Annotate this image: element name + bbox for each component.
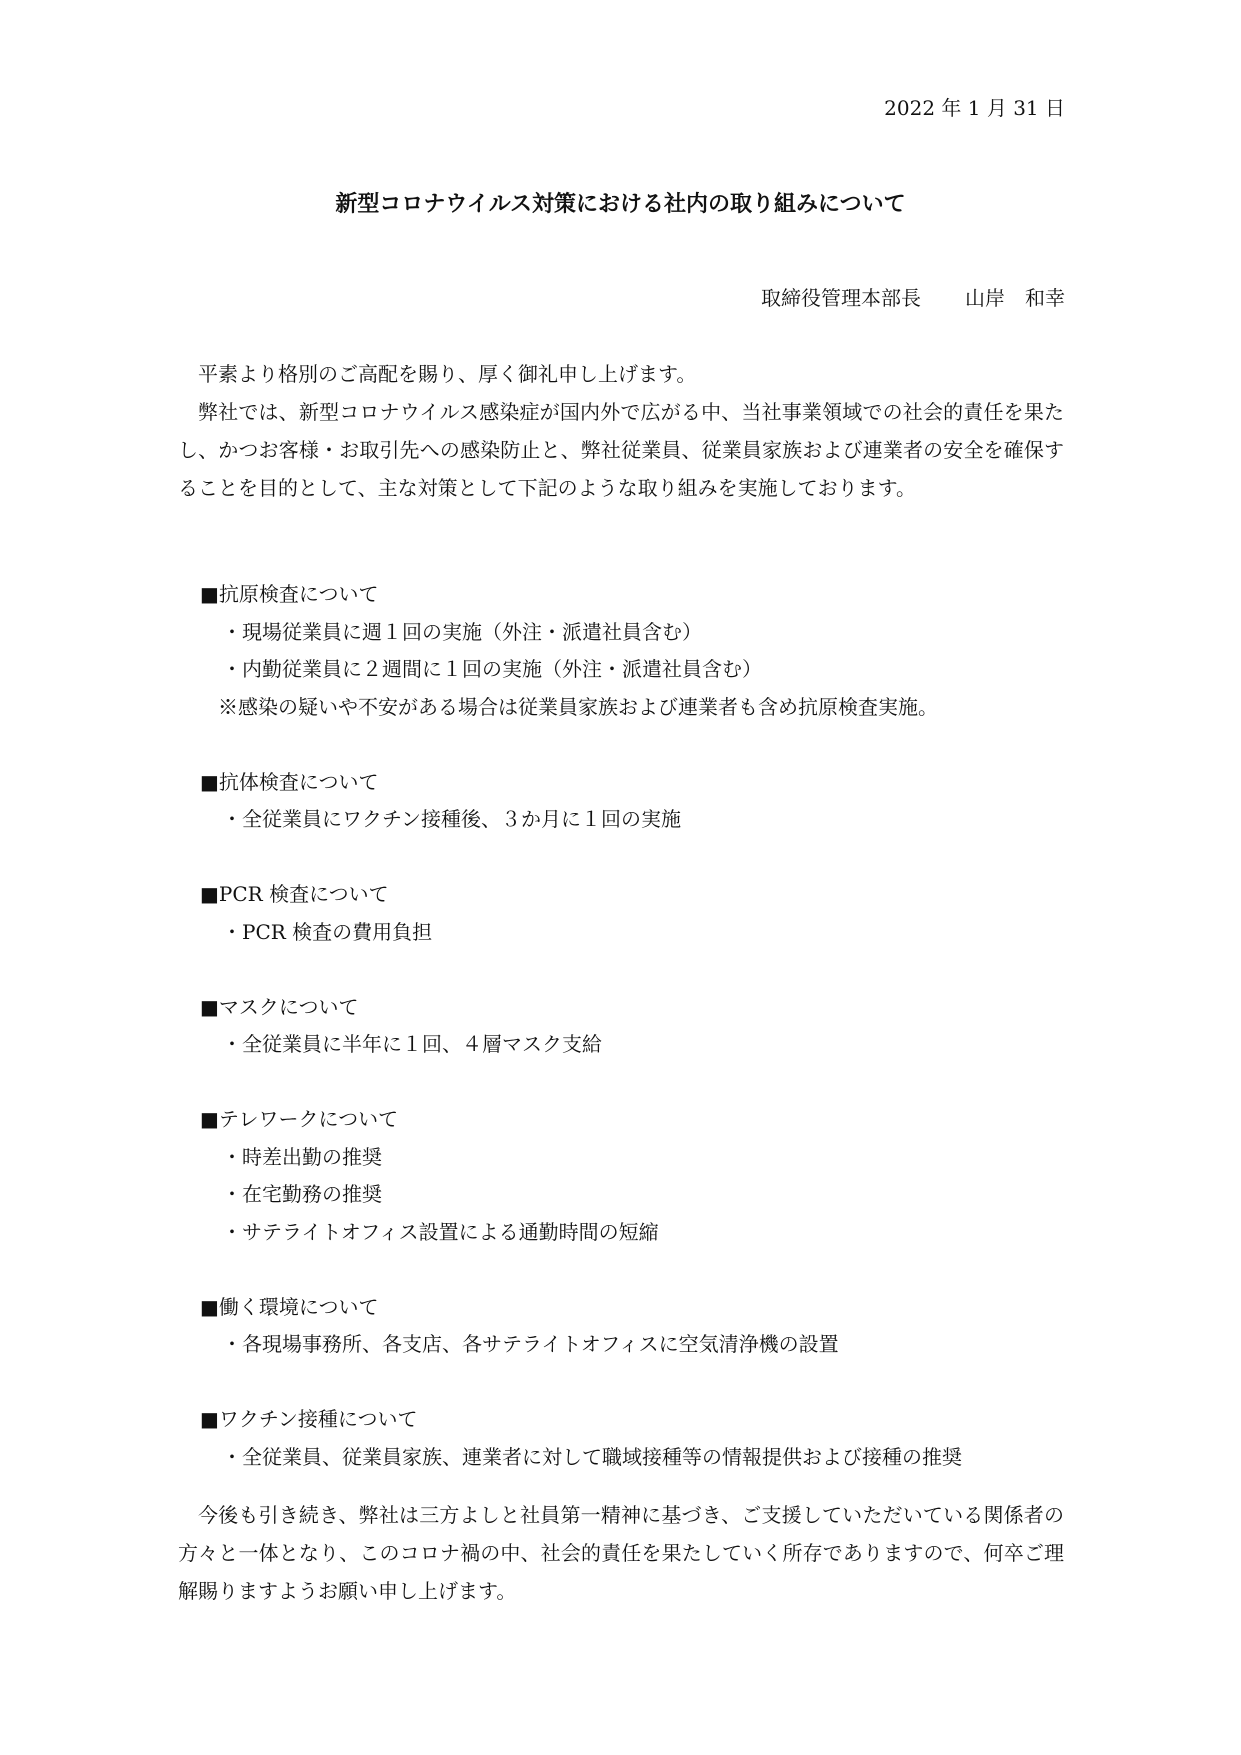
author-line [761, 283, 1065, 313]
section-heading: ■ワクチン接種について [200, 1407, 418, 1431]
section-items [178, 1026, 1064, 1064]
closing-paragraph: 今後も引き続き、弊社は三方よしと社員第一精神に基づき、ご支援していただいている関係者の方々と一体となり、このコロナ禍の中、社会的責任を果たしていく所存でありますので、何卒ご理解賜りますようお願い申し上げます。 [178, 1503, 1064, 1603]
section-items [178, 1439, 1064, 1477]
section-heading: ■マスクについて [200, 994, 359, 1019]
author-surname: 山岸 [965, 286, 1005, 310]
intro-paragraph: 弊社では、新型コロナウイルス感染症が国内外で広がる中、当社事業領域での社会的責任を果たし、かつお客様・お取引先への感染防止と、弊社従業員、従業員家族および連業者の安全を確保することを目的として、主な対策として下記のような取り組みを実施しております。 [178, 400, 1064, 500]
section-item: ・時差出勤の推奨 [222, 1144, 382, 1169]
section-item: ・内勤従業員に２週間に１回の実施（外注・派遣社員含む） [222, 657, 762, 681]
section-masks [178, 989, 1064, 1064]
section-heading: ■働く環境について [200, 1294, 379, 1319]
section-heading: ■抗原検査について [200, 582, 379, 606]
section-items [178, 614, 1064, 689]
author-given-name: 和幸 [1025, 286, 1065, 310]
section-item: ・各現場事務所、各支店、各サテライトオフィスに空気清浄機の設置 [222, 1332, 839, 1356]
section-vaccination [178, 1401, 1064, 1476]
section-work-environment [178, 1289, 1064, 1364]
section-item: ・全従業員に半年に１回、４層マスク支給 [222, 1032, 602, 1056]
measures-list [178, 576, 1064, 1514]
section-items [178, 801, 1064, 839]
section-heading: ■テレワークについて [200, 1107, 399, 1131]
section-item: ・全従業員にワクチン接種後、３か月に１回の実施 [222, 807, 681, 831]
section-items [178, 1139, 1064, 1252]
section-note: ※感染の疑いや不安がある場合は従業員家族および連業者も含め抗原検査実施。 [218, 694, 938, 719]
section-pcr-test [178, 876, 1064, 951]
section-antibody-test [178, 764, 1064, 839]
intro-text [178, 355, 1064, 507]
section-heading: ■抗体検査について [200, 769, 379, 794]
section-antigen-test [178, 576, 1064, 726]
section-items [178, 1326, 1064, 1364]
section-item: ・PCR 検査の費用負担 [222, 919, 433, 944]
section-items [178, 914, 1064, 952]
section-item: ・全従業員、従業員家族、連業者に対して職域接種等の情報提供および接種の推奨 [222, 1444, 962, 1469]
document-title: 新型コロナウイルス対策における社内の取り組みについて [335, 191, 906, 217]
section-item: ・在宅勤務の推奨 [222, 1182, 382, 1206]
section-telework [178, 1101, 1064, 1251]
document-date: 2022 年 1 月 31 日 [884, 96, 1065, 120]
section-item: ・現場従業員に週１回の実施（外注・派遣社員含む） [222, 619, 702, 644]
section-heading: ■PCR 検査について [200, 882, 389, 906]
closing-text [178, 1496, 1064, 1610]
intro-paragraph: 平素より格別のご高配を賜り、厚く御礼申し上げます。 [198, 362, 697, 386]
section-item: ・サテライトオフィス設置による通勤時間の短縮 [222, 1219, 659, 1244]
author-position: 取締役管理本部長 [761, 286, 921, 310]
